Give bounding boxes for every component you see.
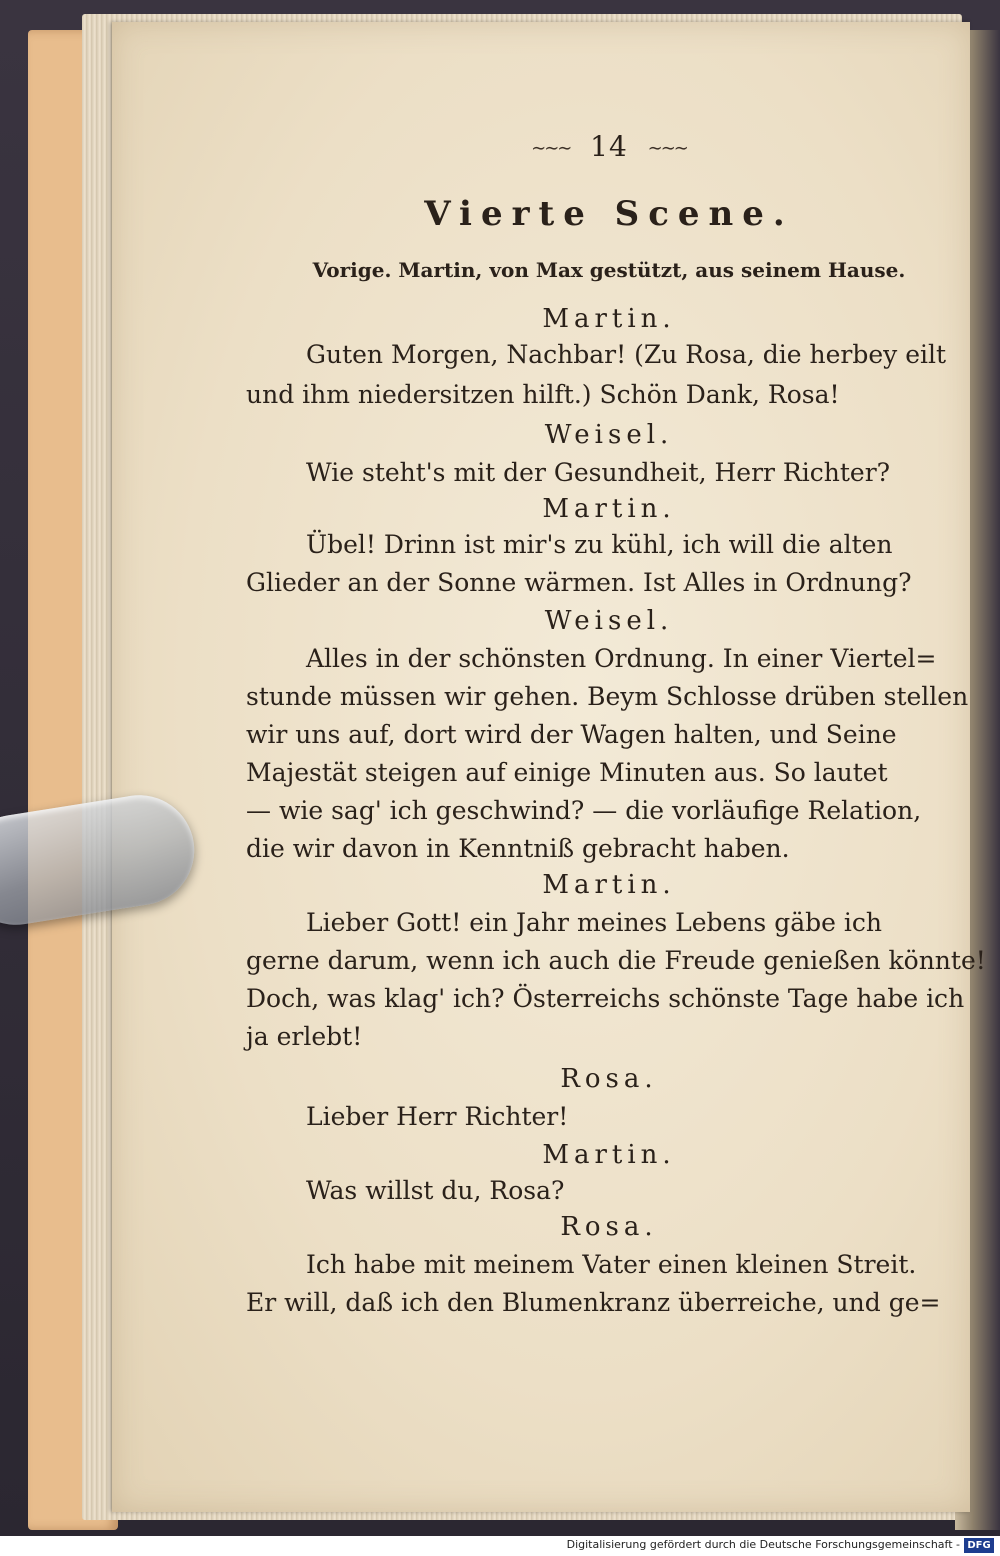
text-line: wir uns auf, dort wird der Wagen halten, und Seine [246, 720, 897, 749]
text-line: Ich habe mit meinem Vater einen kleinen Streit. [306, 1250, 917, 1279]
text-line: gerne darum, wenn ich auch die Freude genießen könnte! [246, 946, 986, 975]
text-line: Lieber Herr Richter! [306, 1102, 569, 1131]
text-line: ja erlebt! [246, 1022, 363, 1051]
speaker-name: Weisel. [544, 420, 674, 450]
speaker-name: Martin. [542, 1140, 676, 1170]
page-header [244, 130, 974, 163]
text-line: Was willst du, Rosa? [306, 1176, 565, 1205]
text-line: — wie sag' ich geschwind? — die vorläufige Relation, [246, 796, 922, 825]
speaker-name: Martin. [542, 870, 676, 900]
text-line: Guten Morgen, Nachbar! (Zu Rosa, die herbey eilt [306, 340, 947, 369]
text-line: Glieder an der Sonne wärmen. Ist Alles in Ordnung? [246, 568, 912, 597]
scene-title: Vierte Scene. [424, 194, 794, 234]
book-page [112, 22, 986, 1512]
text-line: Er will, daß ich den Blumenkranz überreiche, und ge= [246, 1288, 941, 1317]
speaker-name: Martin. [542, 494, 676, 524]
text-line: stunde müssen wir gehen. Beym Schlosse drüben stellen [246, 682, 969, 711]
text-line: Doch, was klag' ich? Österreichs schönste Tage habe ich [246, 984, 965, 1013]
header-ornament-right: ∼∼∼ [647, 138, 687, 159]
text-line: und ihm niedersitzen hilft.) Schön Dank, Rosa! [246, 380, 840, 409]
speaker-name: Weisel. [544, 606, 674, 636]
speaker-name: Martin. [542, 304, 676, 334]
text-line: Wie steht's mit der Gesundheit, Herr Richter? [306, 458, 891, 487]
text-line: Majestät steigen auf einige Minuten aus. So lautet [246, 758, 888, 787]
speaker-name: Rosa. [560, 1064, 658, 1094]
funding-credit: Digitalisierung gefördert durch die Deutsche Forschungsgemeinschaft - [566, 1538, 960, 1551]
stage-direction: Vorige. Martin, von Max gestützt, aus seinem Hause. [312, 258, 906, 282]
page-number: 14 [590, 130, 628, 163]
text-line: Lieber Gott! ein Jahr meines Lebens gäbe ich [306, 908, 882, 937]
text-line: Übel! Drinn ist mir's zu kühl, ich will die alten [306, 530, 893, 559]
text-line: Alles in der schönsten Ordnung. In einer Viertel= [306, 644, 937, 673]
footer-bar [0, 1536, 1000, 1556]
dfg-logo: DFG [964, 1538, 994, 1553]
text-line: die wir davon in Kenntniß gebracht haben. [246, 834, 790, 863]
header-ornament-left: ∼∼∼ [531, 138, 571, 159]
speaker-name: Rosa. [560, 1212, 658, 1242]
